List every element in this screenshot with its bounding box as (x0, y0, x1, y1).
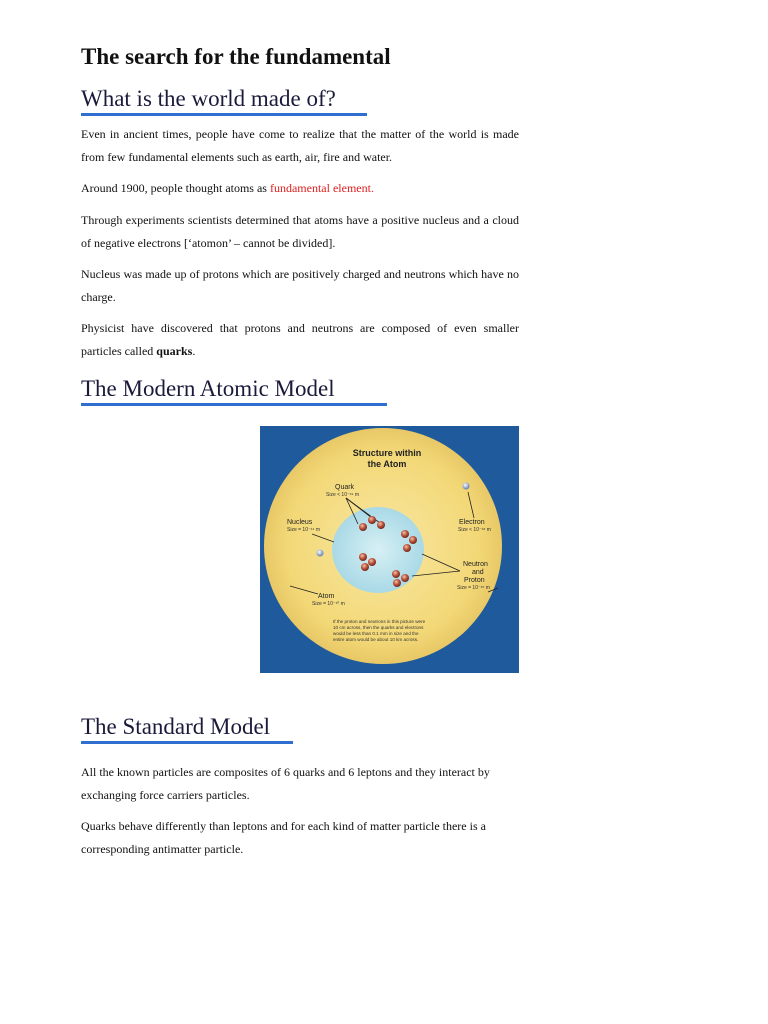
particle (401, 574, 409, 582)
electron-dot (317, 550, 324, 557)
heading-world-made-of (81, 86, 336, 112)
paragraph-text: Physicist have discovered that protons and neutrons are composed of even smaller particles called (81, 321, 519, 358)
label-atom: Atom (318, 593, 335, 600)
paragraph-quarks (81, 317, 519, 363)
paragraph-ancient-times: Even in ancient times, people have come to realize that the matter of the world is made from few fundamental elements such as earth, air, fire and water. (81, 127, 519, 164)
particle (393, 579, 401, 587)
heading-text: What is the world made of? (81, 86, 336, 111)
heading-underline (81, 741, 293, 744)
label-proton: Proton (464, 577, 485, 584)
atom-diagram (260, 426, 519, 673)
particle (392, 570, 400, 578)
particle (359, 553, 367, 561)
highlighted-text: fundamental element. (269, 181, 374, 195)
note-line: If the proton and neutrons in this picture were (333, 619, 426, 624)
particle (361, 563, 369, 571)
particle (368, 516, 376, 524)
document-title: The search for the fundamental (81, 44, 391, 69)
electron-dot (463, 483, 470, 490)
label-atom-size: Size = 10⁻¹⁰ m (312, 601, 345, 607)
heading-text: The Modern Atomic Model (81, 376, 335, 401)
label-quark: Quark (335, 484, 355, 491)
heading-underline (81, 403, 387, 406)
label-electron-size: Size < 10⁻¹⁸ m (458, 527, 491, 533)
heading-standard-model (81, 714, 270, 740)
bold-term-quarks: quarks (156, 344, 193, 358)
label-neutron-size: Size = 10⁻¹⁵ m (457, 585, 490, 591)
paragraph-antimatter: Quarks behave differently than leptons and for each kind of matter particle there is a corresponding antimatter particle. (81, 819, 486, 856)
heading-underline (81, 113, 367, 116)
particle (403, 544, 411, 552)
heading-text: The Standard Model (81, 714, 271, 739)
heading-modern-atomic-model (81, 376, 335, 402)
note-line: entire atom would be about 10 km across. (333, 637, 419, 642)
figure-title: Structure within (352, 448, 422, 458)
paragraph-composites: All the known particles are composites of 6 quarks and 6 leptons and they interact by exchanging force carriers particles. (81, 765, 490, 802)
label-quark-size: Size < 10⁻¹⁹ m (326, 492, 359, 498)
label-electron: Electron (459, 519, 485, 526)
particle (401, 530, 409, 538)
note-line: would be less than 0.1 mm in size and the (333, 631, 419, 636)
figure-note (333, 619, 426, 642)
particle (359, 523, 367, 531)
particle (409, 536, 417, 544)
label-neutron: Neutron (463, 561, 488, 568)
paragraph-experiments: Through experiments scientists determined that atoms have a positive nucleus and a cloud of negative electrons [‘atomon’ – cannot be divided]. (81, 213, 519, 250)
particle (377, 521, 385, 529)
paragraph-around-1900 (81, 177, 519, 200)
note-line: 10 cm across, then the quarks and electrons (333, 625, 424, 630)
paragraph-text: Around 1900, people thought atoms as (81, 181, 270, 195)
label-nucleus: Nucleus (287, 519, 313, 526)
figure-title: the Atom (367, 459, 407, 469)
atom-structure-figure (260, 426, 519, 673)
paragraph-nucleus: Nucleus was made up of protons which are positively charged and neutrons which have no charge. (81, 267, 519, 304)
particle (368, 558, 376, 566)
label-nucleus-size: Size = 10⁻¹⁴ m (287, 527, 320, 533)
label-and: and (472, 569, 484, 576)
paragraph-text: . (192, 344, 196, 358)
